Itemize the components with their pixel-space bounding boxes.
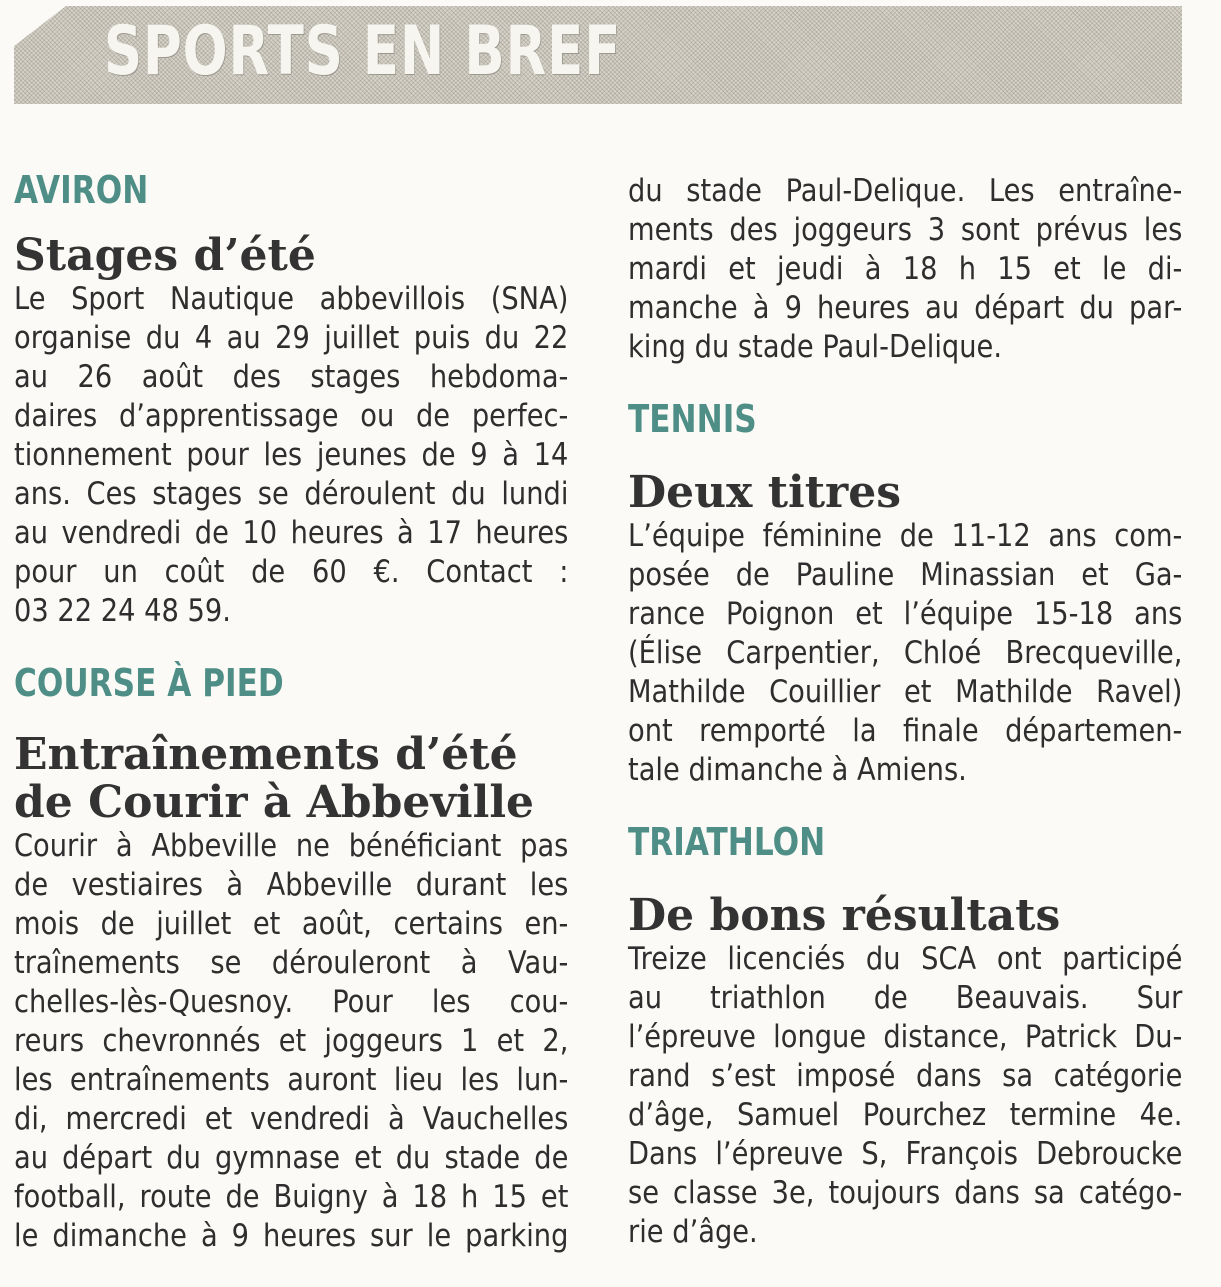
body-line: mardi et jeudi à 18 h 15 et le di-: [628, 251, 1183, 287]
body-line: king du stade Paul-Delique.: [628, 329, 1002, 365]
body-line: manche à 9 heures au départ du par-: [628, 290, 1183, 326]
headline-entrainements: [14, 731, 568, 827]
body-line: Treize licenciés du SCA ont participé: [628, 941, 1183, 977]
body-line: (Élise Carpentier, Chloé Brecqueville,: [628, 635, 1183, 671]
rubric-aviron: AVIRON: [14, 168, 149, 212]
body-line: de vestiaires à Abbeville durant les: [14, 867, 569, 903]
headline-stages-ete: Stages d’été: [14, 230, 316, 281]
body-line: football, route de Buigny à 18 h 15 et: [14, 1179, 569, 1215]
article-body-aviron: [14, 280, 568, 631]
body-line: tale dimanche à Amiens.: [628, 752, 967, 788]
rubric-tennis: TENNIS: [628, 397, 757, 441]
body-line: mois de juillet et août, certains en-: [14, 906, 569, 942]
body-line: d’âge, Samuel Pourchez termine 4e.: [628, 1097, 1183, 1133]
body-line: au triathlon de Beauvais. Sur: [628, 980, 1183, 1016]
body-line: pour un coût de 60 €. Contact :: [14, 554, 569, 590]
body-line: rand s’est imposé dans sa catégorie: [628, 1058, 1183, 1094]
body-line: Dans l’épreuve S, François Debroucke: [628, 1136, 1183, 1172]
body-line: le dimanche à 9 heures sur le parking: [14, 1218, 569, 1254]
body-line: chelles-lès-Quesnoy. Pour les cou-: [14, 984, 569, 1020]
body-line: daires d’apprentissage ou de perfec-: [14, 398, 569, 434]
body-line: du stade Paul-Delique. Les entraîne-: [628, 173, 1183, 209]
headline-line: de Courir à Abbeville: [14, 777, 535, 828]
body-line: se classe 3e, toujours dans sa catégo-: [628, 1175, 1183, 1211]
body-line: 03 22 24 48 59.: [14, 593, 231, 629]
article-body-triathlon: [628, 940, 1182, 1252]
headline-line: Entraînements d’été: [14, 729, 518, 780]
body-line: tionnement pour les jeunes de 9 à 14: [14, 437, 569, 473]
body-line: traînements se dérouleront à Vau-: [14, 945, 569, 981]
body-line: Courir à Abbeville ne bénéficiant pas: [14, 828, 569, 864]
banner-title: SPORTS EN BREF: [104, 12, 622, 91]
body-line: Le Sport Nautique abbevillois (SNA): [14, 281, 569, 317]
body-line: di, mercredi et vendredi à Vauchelles: [14, 1101, 569, 1137]
body-line: rance Poignon et l’équipe 15-18 ans: [628, 596, 1183, 632]
body-line: ments des joggeurs 3 sont prévus les: [628, 212, 1183, 248]
body-line: organise du 4 au 29 juillet puis du 22: [14, 320, 569, 356]
rubric-triathlon: TRIATHLON: [628, 820, 826, 864]
body-line: Mathilde Couillier et Mathilde Ravel): [628, 674, 1183, 710]
body-line: les entraînements auront lieu les lun-: [14, 1062, 569, 1098]
right-column: [628, 172, 1183, 1252]
body-line: reurs chevronnés et joggeurs 1 et 2,: [14, 1023, 569, 1059]
rubric-course-a-pied: COURSE À PIED: [14, 661, 284, 705]
body-line: au vendredi de 10 heures à 17 heures: [14, 515, 569, 551]
article-body-tennis: [628, 517, 1182, 790]
article-body-course-continued: [628, 172, 1182, 367]
body-line: rie d’âge.: [628, 1214, 758, 1250]
headline-bons-resultats: De bons résultats: [628, 890, 1061, 941]
article-body-course: [14, 827, 568, 1256]
left-column: [14, 168, 568, 1256]
body-line: au 26 août des stages hebdoma-: [14, 359, 569, 395]
body-line: ans. Ces stages se déroulent du lundi: [14, 476, 569, 512]
headline-deux-titres: Deux titres: [628, 467, 902, 518]
body-line: au départ du gymnase et du stade de: [14, 1140, 569, 1176]
body-line: ont remporté la finale départemen-: [628, 713, 1183, 749]
body-line: L’équipe féminine de 11-12 ans com-: [628, 518, 1183, 554]
body-line: posée de Pauline Minassian et Ga-: [628, 557, 1183, 593]
body-line: l’épreuve longue distance, Patrick Du-: [628, 1019, 1183, 1055]
